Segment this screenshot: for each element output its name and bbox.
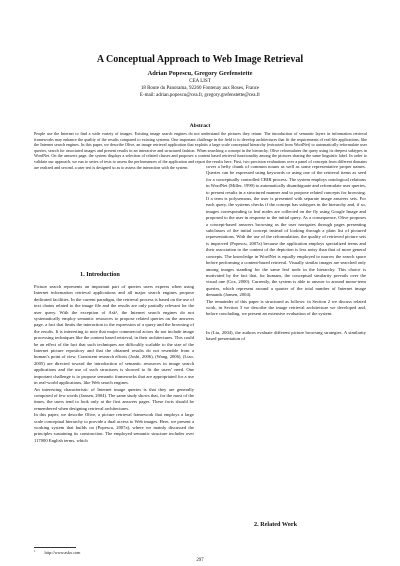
footnote	[34, 549, 80, 555]
right-column	[206, 164, 366, 343]
affiliation-org: CEA LIST	[189, 79, 211, 84]
footnote-link[interactable]: http://www.askx.com	[44, 550, 81, 556]
intro-paragraph-5: The remainder of this paper is structured as follows: in Section 2 we discuss related work, in Section 3 we describe the image retrieval architecture we developed and, before concluding, we present an extensive evaluation of the system.	[206, 298, 366, 317]
paper-title: A Conceptual Approach to Web Image Retrieval	[96, 54, 304, 65]
related-work-paragraph-1: In (Liu, 2004), the authors evaluate different picture browsing strategies. A similarity based presentation of	[206, 329, 366, 342]
section-heading-introduction: 1. Introduction	[80, 271, 120, 278]
page-number: 297	[196, 558, 204, 563]
left-column	[34, 284, 194, 444]
intro-paragraph-1: Picture search represents an important part of queries users express when using Internet information retrieval applications and all major search engines propose dedicated facilities. In the current paradigm, the retrieval process is based on the use of text chains related to the image file and the results are only partially relevant for the user query. With the exception of Ask¹, the Internet search engines do not systematically employ semantic resources to propose related queries on the answers page, a fact that limits the interaction to the expression of a query and the browsing of the results. It is interesting to note that major commercial actors do not include image processing techniques like the content based retrieval, in their architectures. This could be an effect of the fact that such techniques are difficultly scalable to the size of the Internet picture repository and that the obtained results do not resemble from a human’s point of view. Consistent research efforts (Joshi, 2006), (Wang, 2006), (Liao, 2005) are directed toward the introduction of semantic resources in image search applications and the use of such structures is showed to fit the users’ need. One important challenge is to propose semantic frameworks that are appropriated for a use in real-world applications, like Web search engines.	[34, 284, 194, 386]
abstract-heading: Abstract	[189, 123, 211, 129]
footnote-rule	[34, 547, 76, 548]
authors: Adrian Popescu, Gregory Grefenstette	[147, 70, 253, 77]
affiliation-email: E-mail: adrian.popescu@cea.fr, gregory.grefenstette@cea.fr	[139, 93, 261, 98]
section-heading-related-work: 2. Related Work	[254, 521, 298, 528]
intro-paragraph-4: cover a hefty chunk of common nouns as well as some representative proper names. Queries can be expressed using keywords or using one of the retrieval items as seed for a conceptually controlled CBIR process. The system employs ontological relations in WordNet (Miller, 1990) to automatically disambiguate and reformulate user queries, to present results in a structured manner and to propose related concepts for browsing. If a term is polysemous, the user is presented with separate image answers sets. For each query, the systems checks if the concept has subtypes in the hierarchy and, if so, images corresponding to leaf nodes are collected on the fly using Google Image and proposed to the user in response to the initial query. As a consequence, Olive proposes a concept-based answers browsing as the user navigates through pages presenting subclasses of the initial concept instead of looking through a plain list of pictured representations. With the use of the reformulation, the quality of retrieved picture sets is improved (Popescu, 2007a) because the application employs specialized terms and their association to the content of the depiction is less noisy than that of more general concepts. The knowledge in WordNet is equally employed to narrow the search space before performing a content-based retrieval. Visually similar images are searched only among images standing for the same leaf node in the hierarchy. This choice is motivated by the fact that, for humans, the conceptual similarity prevails over the visual one (Cox, 2000). Currently, the system is able to answer to around mono-term queries, which represent around a quarter of the total number of Internet image demands (Jansen, 2004).	[206, 164, 366, 298]
intro-paragraph-3: In this paper, we describe Olive, a picture retrieval framework that employs a large scale conceptual hierarchy to provide a dual access to Web images. Here, we present a working system that builds on (Popescu, 2007a), where we mainly discussed the principles sustaining its construction. The employed semantic structure includes over 117000 English terms, which	[34, 412, 194, 443]
footnote-mark: 1	[34, 549, 36, 553]
affiliation-address: 18 Route du Panorama, 92260 Fontenay aux Roses, France	[140, 86, 260, 91]
intro-paragraph-2: An interesting characteristic of Internet image queries is that they are generally composed of few words (Jansen, 2004). The same study shows that, for the most of the times, the users tend to look only at the first answers pages. These facts should be remembered when designing retrieval architectures.	[34, 386, 194, 411]
abstract-text: People use the Internet to find a wide variety of images. Existing image search engines do not understand the pictures they return. The introduction of semantic layers in information retrieval frameworks may enhance the quality of the results compared to existing systems. One important challenge in the field is to develop architectures that fit the requirements of real-life applications, like the Internet search engines. In this paper, we describe Olive, an image retrieval application that exploits a large scale conceptual hierarchy (extracted from WordNet) to automatically reformulate user queries, search for associated images and present results in an interactive and structured fashion. When searching a concept in the hierarchy, Olive reformulates the query using its deepest subtypes in WordNet. On the answers page, the system displays a selection of related classes and proposes a content based retrieval functionality among the pictures sharing the same linguistic label. In order to validate our approach, we run to series of tests to assess the performances of the application and report the results here. First, two precision evaluations over a panel of concepts from different domains are realized and second, a user test is designed so as to assess the interaction with the system.	[34, 131, 367, 170]
